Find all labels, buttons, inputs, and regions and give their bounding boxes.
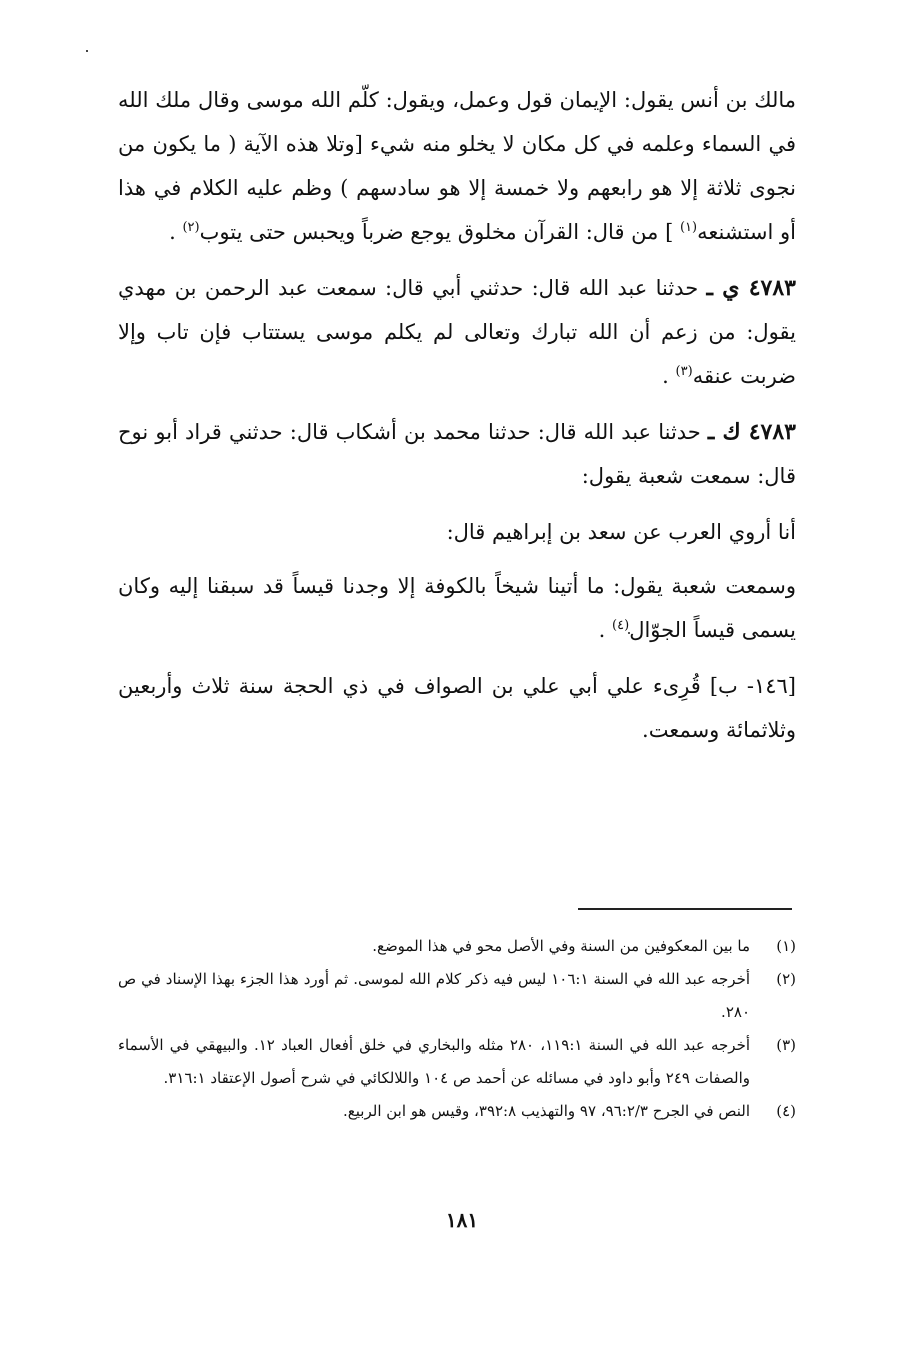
footnote-mark: (٣) (776, 1036, 796, 1054)
hadith-4783-kaf (118, 410, 796, 498)
paragraph-end: . (169, 220, 176, 244)
footnote-text: النص في الجرح ٩٦:٢/٣، ٩٧ والتهذيب ٣٩٢:٨، وقيس هو ابن الربيع. (343, 1102, 750, 1120)
footnote-text: ما بين المعكوفين من السنة وفي الأصل محو في هذا الموضع. (372, 937, 750, 955)
page-number: ١٨١ (445, 1208, 479, 1232)
paragraph-text: وسمعت شعبة يقول: ما أتينا شيخاً بالكوفة إلا وجدنا قيساً قد سبقنا إليه وكان يسمى قيساً الجوّال (118, 574, 796, 642)
paragraph-text: مالك بن أنس يقول: الإيمان قول وعمل، ويقول: كلّم الله موسى وقال ملك الله في السماء وعلمه في كل مكان لا يخلو منه شيء [وتلا هذه الآية ( ما يكون من نجوى ثلاثة إلا هو رابعهم ولا خمسة إلا هو سادسهم ) وظم عليه الكلام في هذا أو استشنعه (118, 88, 796, 244)
footnotes (118, 930, 796, 1128)
paragraph-text: [١٤٦- ب] قُرِىء علي أبي علي بن الصواف في ذي الحجة سنة ثلاث وأربعين وثلاثمائة وسمعت. (118, 674, 796, 742)
footnote-4 (118, 1095, 796, 1128)
paragraph-malik (118, 78, 796, 254)
quote-shuba (118, 510, 796, 554)
footnote-divider (578, 908, 792, 910)
footnote-ref-1: (١) (679, 220, 698, 235)
hadith-text: حدثنا عبد الله قال: حدثنا محمد بن أشكاب قال: حدثني قراد أبو نوح قال: سمعت شعبة يقول: (118, 420, 796, 488)
paragraph-text: أنا أروي العرب عن سعد بن إبراهيم قال: (446, 520, 796, 544)
footnote-mark: (٤) (776, 1102, 796, 1120)
footnote-ref-2: (٢) (182, 220, 200, 235)
scan-speck (86, 50, 88, 52)
hadith-number: ٤٧٨٣ ي ـ (706, 275, 796, 301)
footnote-3 (118, 1029, 796, 1095)
paragraph-end: . (662, 364, 669, 388)
footnote-ref-4: (٤) (612, 618, 630, 633)
footnote-1 (118, 930, 796, 963)
hadith-4783-ya (118, 266, 796, 398)
paragraph-text: ] من قال: القرآن مخلوق يوجع ضرباً ويحبس حتى يتوب (199, 220, 674, 244)
hadith-number: ٤٧٨٣ ك ـ (707, 419, 796, 445)
footnote-text: أخرجه عبد الله في السنة ١١٩:١، ٢٨٠ مثله والبخاري في خلق أفعال العباد ١٢. والبيهقي في الأسماء والصفات ٢٤٩ وأبو داود في مسائله عن أحمد ص ١٠٤ واللالكائي في شرح أصول الإعتقاد ٣١٦:١. (118, 1036, 751, 1087)
footnote-mark: (١) (776, 937, 796, 955)
footnote-ref-3: (٣) (675, 364, 693, 379)
footnote-2 (118, 963, 796, 1029)
hadith-text: حدثنا عبد الله قال: حدثني أبي قال: سمعت عبد الرحمن بن مهدي يقول: من زعم أن الله تبارك وتعالى لم يكلم موسى يستتاب فإن تاب وإلا ضربت عنقه (118, 276, 796, 388)
footnote-text: أخرجه عبد الله في السنة ١٠٦:١ ليس فيه ذكر كلام الله لموسى. ثم أورد هذا الجزء بهذا الإسناد في ص ٢٨٠. (118, 970, 751, 1021)
paragraph-reading-note (118, 664, 796, 752)
paragraph-end: . (598, 618, 606, 642)
main-text (118, 78, 796, 752)
footnote-mark: (٢) (776, 970, 796, 988)
paragraph-qays (118, 564, 796, 652)
